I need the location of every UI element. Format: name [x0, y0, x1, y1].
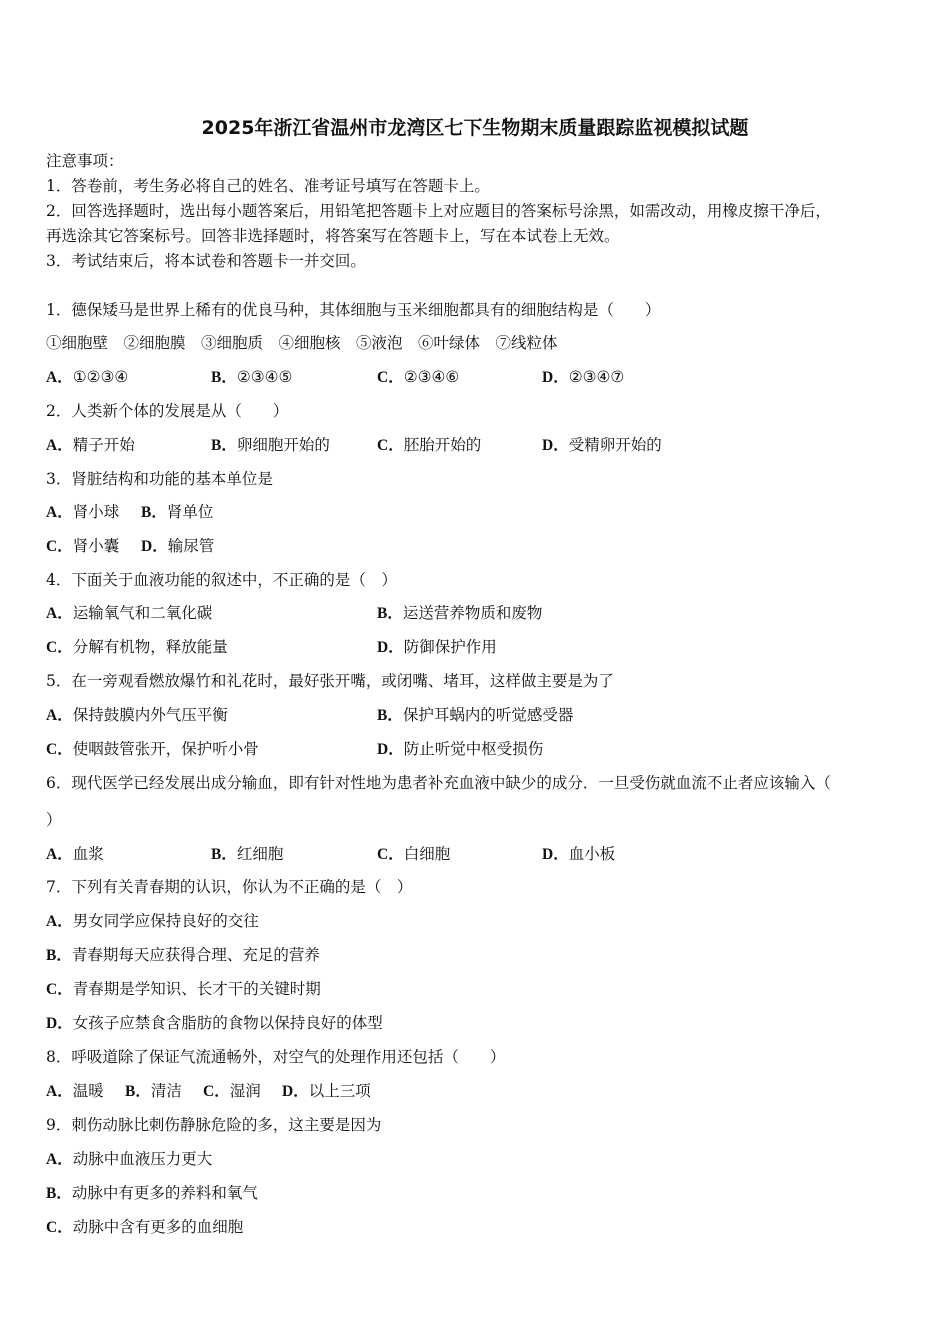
question-stem: 3．肾脏结构和功能的基本单位是 — [46, 470, 273, 488]
option-d: D．受精卵开始的 — [542, 436, 662, 454]
notice-heading: 注意事项： — [46, 152, 124, 170]
option-a: A．肾小球 — [46, 503, 120, 521]
option-d: D．女孩子应禁食含脂肪的食物以保持良好的体型 — [46, 1014, 383, 1032]
option-a: A．运输氧气和二氧化碳 — [46, 604, 213, 622]
option-b: B．运送营养物质和废物 — [377, 604, 543, 622]
option-c: C．白细胞 — [377, 845, 451, 863]
option-d: D．输尿管 — [141, 537, 215, 555]
option-d: D．血小板 — [542, 845, 616, 863]
question-stem: 1．德保矮马是世界上稀有的优良马种，其体细胞与玉米细胞都具有的细胞结构是（ ） — [46, 301, 661, 319]
option-d: D．防止听觉中枢受损伤 — [377, 740, 544, 758]
question-stem: 6．现代医学已经发展出成分输血，即有针对性地为患者补充血液中缺少的成分．一旦受伤就血流不止者应该输入（ — [46, 774, 831, 792]
question-stem-continued: ） — [46, 811, 62, 829]
option-a: A．男女同学应保持良好的交往 — [46, 912, 259, 930]
option-c: C．青春期是学知识、长才干的关键时期 — [46, 980, 321, 998]
question-stem: 4．下面关于血液功能的叙述中，不正确的是（ ） — [46, 571, 397, 589]
option-c: C．湿润 — [203, 1082, 261, 1100]
notice-item: 再选涂其它答案标号。回答非选择题时，将答案写在答题卡上，写在本试卷上无效。 — [46, 227, 620, 245]
question-stem: 7．下列有关青春期的认识，你认为不正确的是（ ） — [46, 878, 413, 896]
option-c: C．分解有机物，释放能量 — [46, 638, 228, 656]
option-a: A．保持鼓膜内外气压平衡 — [46, 706, 228, 724]
option-b: B．动脉中有更多的养料和氧气 — [46, 1184, 258, 1202]
option-c: C．胚胎开始的 — [377, 436, 482, 454]
option-a: A．精子开始 — [46, 436, 135, 454]
option-c: C．使咽鼓管张开，保护听小骨 — [46, 740, 259, 758]
option-d: D．防御保护作用 — [377, 638, 497, 656]
question-stem: 5．在一旁观看燃放爆竹和礼花时，最好张开嘴，或闭嘴、堵耳，这样做主要是为了 — [46, 672, 614, 690]
option-b: B．保护耳蜗内的听觉感受器 — [377, 706, 574, 724]
option-b: B．青春期每天应获得合理、充足的营养 — [46, 946, 320, 964]
option-d: D．以上三项 — [282, 1082, 371, 1100]
notice-item: 1．答卷前，考生务必将自己的姓名、准考证号填写在答题卡上。 — [46, 177, 490, 195]
option-b: B．红细胞 — [211, 845, 284, 863]
question-sub-list: ①细胞壁 ②细胞膜 ③细胞质 ④细胞核 ⑤液泡 ⑥叶绿体 ⑦线粒体 — [46, 334, 558, 352]
option-b: B．②③④⑤ — [211, 368, 293, 386]
option-a: A．血浆 — [46, 845, 104, 863]
option-b: B．卵细胞开始的 — [211, 436, 330, 454]
option-a: A．①②③④ — [46, 368, 129, 386]
notice-item: 3．考试结束后，将本试卷和答题卡一并交回。 — [46, 252, 366, 270]
question-stem: 9．刺伤动脉比刺伤静脉危险的多，这主要是因为 — [46, 1116, 382, 1134]
option-c: C．动脉中含有更多的血细胞 — [46, 1218, 244, 1236]
option-d: D．②③④⑦ — [542, 368, 625, 386]
option-c: C．②③④⑥ — [377, 368, 460, 386]
option-a: A．温暖 — [46, 1082, 104, 1100]
question-stem: 8．呼吸道除了保证气流通畅外，对空气的处理作用还包括（ ） — [46, 1048, 506, 1066]
option-c: C．肾小囊 — [46, 537, 120, 555]
option-b: B．肾单位 — [141, 503, 214, 521]
page-title: 2025年浙江省温州市龙湾区七下生物期末质量跟踪监视模拟试题 — [201, 117, 749, 139]
question-stem: 2．人类新个体的发展是从（ ） — [46, 402, 289, 420]
notice-item: 2．回答选择题时，选出每小题答案后，用铅笔把答题卡上对应题目的答案标号涂黑，如需改动，用橡皮擦干净后， — [46, 202, 831, 220]
option-a: A．动脉中血液压力更大 — [46, 1150, 213, 1168]
option-b: B．清洁 — [125, 1082, 182, 1100]
